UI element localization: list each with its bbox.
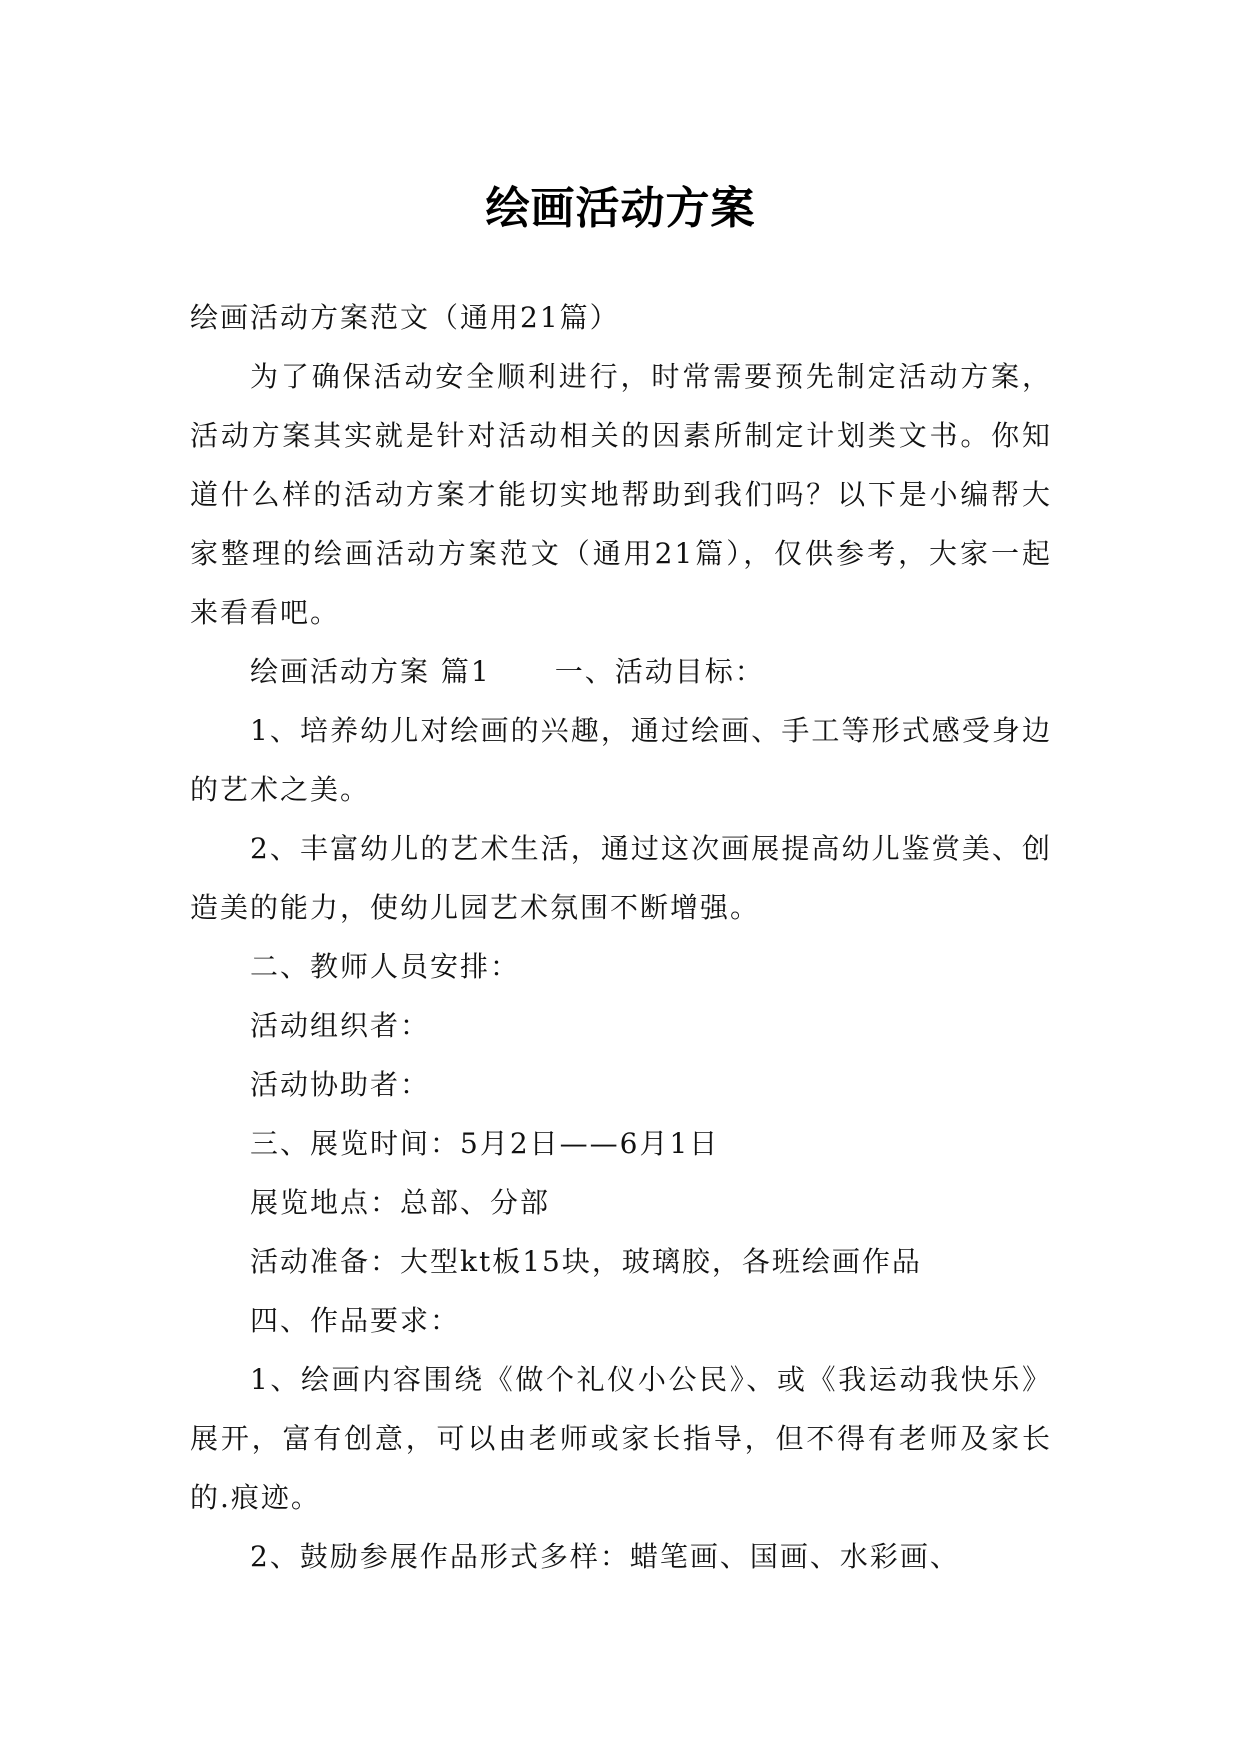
assistant-line: 活动协助者：: [250, 1068, 431, 1101]
document-body: [190, 288, 1052, 1586]
section-heading-line: [190, 642, 1052, 701]
organizer-line: 活动组织者：: [250, 1009, 431, 1042]
goal-item-1: 1、培养幼儿对绘画的兴趣，通过绘画、手工等形式感受身边的艺术之美。: [190, 714, 1052, 806]
activity-preparation: 活动准备：大型kt板15块，玻璃胶，各班绘画作品: [250, 1245, 922, 1278]
exhibition-time: 三、展览时间：5月2日——6月1日: [250, 1127, 720, 1160]
document-title: 绘画活动方案: [485, 183, 756, 235]
goal-item-2: 2、丰富幼儿的艺术生活，通过这次画展提高幼儿鉴赏美、创造美的能力，使幼儿园艺术氛围不断增强。: [190, 832, 1052, 924]
requirement-item-2: 2、鼓励参展作品形式多样：蜡笔画、国画、水彩画、: [250, 1540, 960, 1573]
requirement-item-1: 1、绘画内容围绕《做个礼仪小公民》、或《我运动我快乐》展开，富有创意，可以由老师或家长指导，但不得有老师及家长的.痕迹。: [190, 1363, 1052, 1514]
section-heading: 绘画活动方案 篇1: [250, 655, 491, 688]
document-subtitle: 绘画活动方案范文（通用21篇）: [190, 301, 620, 334]
goal-heading: 一、活动目标：: [554, 655, 765, 688]
intro-paragraph: 为了确保活动安全顺利进行，时常需要预先制定活动方案，活动方案其实就是针对活动相关的因素所制定计划类文书。你知道什么样的活动方案才能切实地帮助到我们吗？以下是小编帮大家整理的绘画活动方案范文（通用21篇），仅供参考，大家一起来看看吧。: [190, 360, 1052, 629]
requirements-heading: 四、作品要求：: [250, 1304, 461, 1337]
exhibition-place: 展览地点：总部、分部: [250, 1186, 551, 1219]
staff-heading: 二、教师人员安排：: [250, 950, 521, 983]
